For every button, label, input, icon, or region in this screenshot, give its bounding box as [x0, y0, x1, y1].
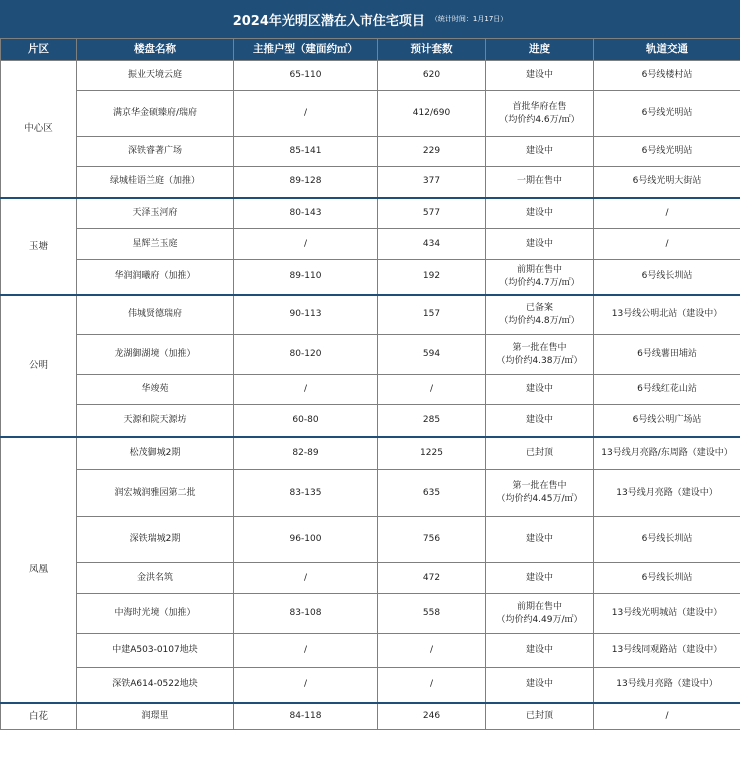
- table-row: [1, 703, 740, 730]
- progress-cell: [486, 405, 594, 437]
- metro-cell: 13号线月亮路（建设中）: [594, 668, 740, 703]
- unit-size-cell: /: [234, 375, 378, 405]
- unit-size-cell: /: [234, 91, 378, 137]
- progress-line: （均价约4.38万/㎡）: [496, 355, 583, 366]
- table-row: [1, 405, 740, 437]
- header-progress: 进度: [486, 39, 594, 61]
- progress-line: 首批华府在售: [512, 101, 567, 112]
- metro-cell: /: [594, 229, 740, 260]
- table-body: [1, 61, 740, 730]
- unit-size-cell: 65-110: [234, 61, 378, 91]
- progress-line: 建设中: [525, 207, 553, 218]
- unit-size-cell: /: [234, 563, 378, 594]
- district-cell: 中心区: [1, 61, 77, 198]
- unit-size-cell: /: [234, 668, 378, 703]
- progress-line: 已封顶: [525, 447, 553, 458]
- project-name-cell: 龙湖御湖境（加推）: [77, 335, 234, 375]
- progress-cell: [486, 260, 594, 295]
- progress-line: 建设中: [525, 414, 553, 425]
- progress-cell: [486, 167, 594, 198]
- unit-count-cell: 412/690: [378, 91, 486, 137]
- unit-count-cell: /: [378, 668, 486, 703]
- progress-cell: [486, 137, 594, 167]
- metro-cell: 13号线公明北站（建设中）: [594, 295, 740, 335]
- metro-cell: 6号线长圳站: [594, 517, 740, 563]
- header-unit-size: 主推户型（建面约㎡）: [234, 39, 378, 61]
- metro-cell: 6号线光明大街站: [594, 167, 740, 198]
- metro-cell: 6号线楼村站: [594, 61, 740, 91]
- table-row: [1, 668, 740, 703]
- project-name-cell: 深铁瑞城2期: [77, 517, 234, 563]
- district-cell: 玉塘: [1, 198, 77, 295]
- metro-cell: 13号线月亮路（建设中）: [594, 470, 740, 517]
- metro-cell: 6号线公明广场站: [594, 405, 740, 437]
- district-cell: 白花: [1, 703, 77, 730]
- metro-cell: 6号线长圳站: [594, 563, 740, 594]
- district-cell: 凤凰: [1, 437, 77, 703]
- progress-line: 第一批在售中: [512, 481, 567, 491]
- project-name-cell: 润璟里: [77, 703, 234, 730]
- table-row: [1, 375, 740, 405]
- unit-size-cell: 82-89: [234, 437, 378, 470]
- progress-cell: [486, 437, 594, 470]
- progress-cell: [486, 668, 594, 703]
- progress-line: 一期在售中: [516, 176, 562, 187]
- progress-line: （均价约4.7万/㎡）: [499, 277, 580, 288]
- progress-line: 已备案: [525, 302, 553, 313]
- unit-size-cell: 96-100: [234, 517, 378, 563]
- table-title-bar: [0, 0, 740, 38]
- progress-cell: [486, 563, 594, 594]
- progress-cell: [486, 61, 594, 91]
- unit-count-cell: 434: [378, 229, 486, 260]
- metro-cell: 13号线光明城站（建设中）: [594, 594, 740, 634]
- progress-cell: [486, 594, 594, 634]
- unit-count-cell: 620: [378, 61, 486, 91]
- progress-line: （均价约4.6万/㎡）: [499, 114, 580, 125]
- header-district: 片区: [1, 39, 77, 61]
- project-name-cell: 天泽玉河府: [77, 198, 234, 229]
- unit-count-cell: 229: [378, 137, 486, 167]
- table-row: [1, 229, 740, 260]
- unit-count-cell: 472: [378, 563, 486, 594]
- project-name-cell: 天源和院天源坊: [77, 405, 234, 437]
- metro-cell: 6号线光明站: [594, 137, 740, 167]
- housing-projects-table: [0, 38, 740, 730]
- progress-line: 前期在售中: [516, 264, 562, 275]
- table-row: [1, 470, 740, 517]
- header-project-name: 楼盘名称: [77, 39, 234, 61]
- progress-cell: [486, 91, 594, 137]
- unit-size-cell: 84-118: [234, 703, 378, 730]
- progress-cell: [486, 375, 594, 405]
- project-name-cell: 松茂御城2期: [77, 437, 234, 470]
- table-row: [1, 61, 740, 91]
- header-row: [1, 39, 740, 61]
- unit-size-cell: 85-141: [234, 137, 378, 167]
- project-name-cell: 满京华金硕臻府/瑞府: [77, 91, 234, 137]
- unit-size-cell: /: [234, 634, 378, 668]
- progress-cell: [486, 229, 594, 260]
- progress-line: （均价约4.49万/㎡）: [496, 614, 583, 625]
- progress-line: 第一批在售中: [512, 342, 567, 353]
- progress-line: 建设中: [525, 70, 553, 80]
- progress-cell: [486, 517, 594, 563]
- project-name-cell: 华润润曦府（加推）: [77, 260, 234, 295]
- unit-size-cell: 89-128: [234, 167, 378, 198]
- project-name-cell: 金洪名筑: [77, 563, 234, 594]
- table-row: [1, 563, 740, 594]
- unit-size-cell: 80-120: [234, 335, 378, 375]
- progress-line: 已封顶: [525, 710, 553, 721]
- progress-cell: [486, 634, 594, 668]
- progress-line: （均价约4.45万/㎡）: [496, 494, 583, 504]
- project-name-cell: 中海时光境（加推）: [77, 594, 234, 634]
- unit-count-cell: 558: [378, 594, 486, 634]
- progress-line: 建设中: [525, 534, 553, 544]
- metro-cell: 6号线光明站: [594, 91, 740, 137]
- table-row: [1, 517, 740, 563]
- table-title: 2024年光明区潜在入市住宅项目: [232, 13, 425, 29]
- progress-line: 前期在售中: [516, 601, 562, 612]
- table-row: [1, 137, 740, 167]
- progress-cell: [486, 335, 594, 375]
- progress-cell: [486, 198, 594, 229]
- table-row: [1, 335, 740, 375]
- header-unit-count: 预计套数: [378, 39, 486, 61]
- unit-size-cell: 80-143: [234, 198, 378, 229]
- metro-cell: 6号线红花山站: [594, 375, 740, 405]
- unit-size-cell: 83-135: [234, 470, 378, 517]
- unit-size-cell: /: [234, 229, 378, 260]
- unit-count-cell: 594: [378, 335, 486, 375]
- table-row: [1, 260, 740, 295]
- metro-cell: 13号线同观路站（建设中）: [594, 634, 740, 668]
- district-cell: 公明: [1, 295, 77, 437]
- unit-size-cell: 90-113: [234, 295, 378, 335]
- project-name-cell: 绿城桂语兰庭（加推）: [77, 167, 234, 198]
- table-row: [1, 594, 740, 634]
- project-name-cell: 华竣苑: [77, 375, 234, 405]
- statistics-date-note: （统计时间：1月17日）: [430, 15, 508, 23]
- table-row: [1, 634, 740, 668]
- metro-cell: 13号线月亮路/东周路（建设中）: [594, 437, 740, 470]
- progress-line: （均价约4.8万/㎡）: [499, 315, 580, 326]
- unit-size-cell: 60-80: [234, 405, 378, 437]
- table-row: [1, 198, 740, 229]
- unit-count-cell: /: [378, 634, 486, 668]
- table-row: [1, 167, 740, 198]
- metro-cell: 6号线长圳站: [594, 260, 740, 295]
- unit-count-cell: 756: [378, 517, 486, 563]
- unit-count-cell: 157: [378, 295, 486, 335]
- progress-line: 建设中: [525, 146, 553, 156]
- progress-line: 建设中: [525, 384, 553, 394]
- unit-count-cell: 635: [378, 470, 486, 517]
- unit-count-cell: 285: [378, 405, 486, 437]
- unit-count-cell: 246: [378, 703, 486, 730]
- progress-cell: [486, 295, 594, 335]
- progress-cell: [486, 470, 594, 517]
- project-name-cell: 振业天境云庭: [77, 61, 234, 91]
- metro-cell: /: [594, 703, 740, 730]
- unit-size-cell: 83-108: [234, 594, 378, 634]
- header-metro: 轨道交通: [594, 39, 740, 61]
- project-name-cell: 中建A503-0107地块: [77, 634, 234, 668]
- unit-count-cell: 377: [378, 167, 486, 198]
- progress-line: 建设中: [525, 238, 553, 249]
- unit-count-cell: 192: [378, 260, 486, 295]
- project-name-cell: 星辉兰玉庭: [77, 229, 234, 260]
- project-name-cell: 伟城贤德瑞府: [77, 295, 234, 335]
- project-name-cell: 润宏城润雅园第二批: [77, 470, 234, 517]
- progress-line: 建设中: [525, 679, 553, 690]
- metro-cell: 6号线薯田埔站: [594, 335, 740, 375]
- unit-size-cell: 89-110: [234, 260, 378, 295]
- project-name-cell: 深铁睿著广场: [77, 137, 234, 167]
- table-row: [1, 295, 740, 335]
- progress-line: 建设中: [525, 645, 553, 655]
- progress-cell: [486, 703, 594, 730]
- project-name-cell: 深铁A614-0522地块: [77, 668, 234, 703]
- unit-count-cell: /: [378, 375, 486, 405]
- unit-count-cell: 577: [378, 198, 486, 229]
- progress-line: 建设中: [525, 572, 553, 583]
- table-row: [1, 437, 740, 470]
- unit-count-cell: 1225: [378, 437, 486, 470]
- metro-cell: /: [594, 198, 740, 229]
- table-row: [1, 91, 740, 137]
